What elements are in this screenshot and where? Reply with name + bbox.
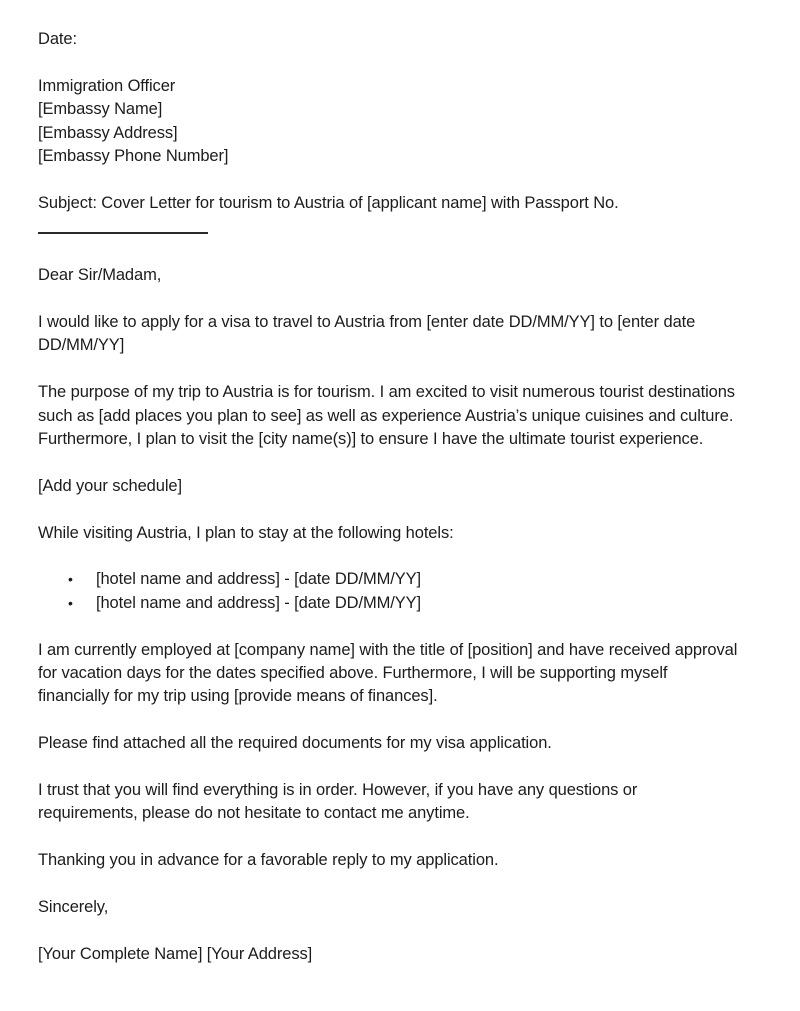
salutation: Dear Sir/Madam, — [38, 266, 162, 285]
paragraph-hotels-intro: While visiting Austria, I plan to stay at the following hotels: — [38, 523, 454, 542]
paragraph-travel-dates: I would like to apply for a visa to travel to Austria from [enter date DD/MM/YY] to [enter date DD/MM/YY] — [38, 313, 696, 355]
date-line: Date: — [38, 30, 77, 48]
passport-number-blank-line — [38, 215, 208, 234]
subject-line: Subject: Cover Letter for tourism to Austria of [applicant name] with Passport No. — [38, 193, 619, 212]
hotel-list — [38, 568, 738, 615]
recipient-line-embassy-name: [Embassy Name] — [38, 100, 163, 119]
hotel-list-item-text: [hotel name and address] - [date DD/MM/YY] — [96, 593, 422, 612]
paragraph-contact: I trust that you will find everything is in order. However, if you have any questions or requirements, please do not hesitate to contact me anytime. — [38, 781, 638, 823]
hotel-list-item — [38, 592, 738, 615]
paragraph-attached-documents: Please find attached all the required documents for my visa application. — [38, 734, 552, 753]
bullet-icon: • — [68, 594, 73, 611]
signature-line: [Your Complete Name] [Your Address] — [38, 944, 313, 963]
paragraph-trip-purpose: The purpose of my trip to Austria is for tourism. I am excited to visit numerous tourist destinations such as [add places you plan to see] as well as experience Austria’s unique cuisines and culture. Furthermore, I plan to visit the [city name(s)] to ensure I have the ultimate tourist experience. — [38, 383, 735, 449]
recipient-line-officer: Immigration Officer — [38, 76, 176, 95]
recipient-line-embassy-address: [Embassy Address] — [38, 123, 178, 142]
recipient-line-embassy-phone: [Embassy Phone Number] — [38, 147, 229, 166]
bullet-icon: • — [68, 571, 73, 588]
hotel-list-item — [38, 568, 738, 591]
paragraph-employment: I am currently employed at [company name] with the title of [position] and have received approval for vacation days for the dates specified above. Furthermore, I will be supporting myself financially for my trip using [provide means of finances]. — [38, 640, 738, 706]
hotel-list-item-text: [hotel name and address] - [date DD/MM/YY] — [96, 570, 422, 589]
recipient-block — [38, 75, 738, 169]
paragraph-schedule-placeholder: [Add your schedule] — [38, 476, 182, 495]
paragraph-thanks: Thanking you in advance for a favorable reply to my application. — [38, 851, 499, 870]
closing: Sincerely, — [38, 898, 109, 917]
